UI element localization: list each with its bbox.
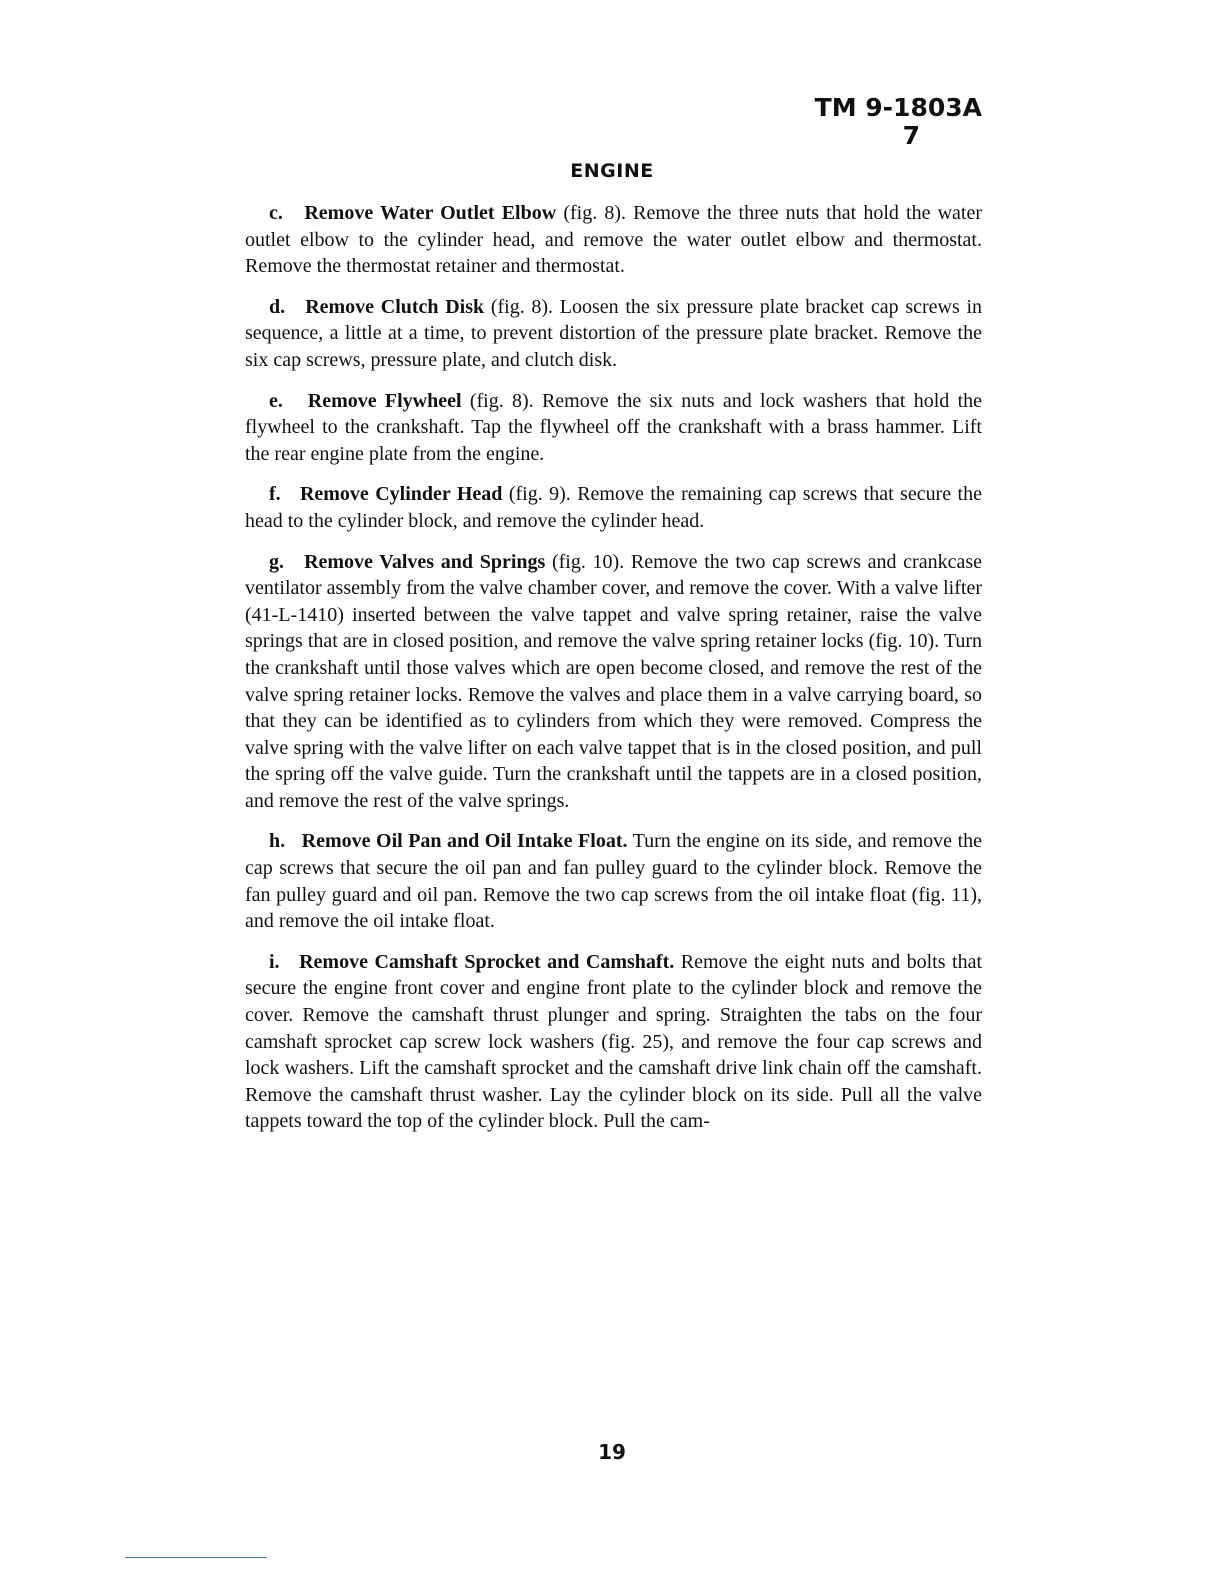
- paragraph-heading: Remove Clutch Disk: [305, 295, 485, 318]
- paragraph-i: [245, 949, 982, 1135]
- paragraph-number: 7: [902, 121, 920, 150]
- paragraph-text: (fig. 8). Remove the three nuts that hold the water outlet elbow to the cylinder head, and remove the water outlet elbow and thermostat. Remove the thermostat retainer and thermostat.: [245, 202, 983, 278]
- manual-number: TM 9-1803A: [814, 93, 982, 122]
- paragraph-g: [245, 549, 982, 815]
- page-number: 19: [598, 1440, 626, 1464]
- paragraph-f: [245, 481, 982, 534]
- paragraph-letter: h.: [269, 830, 286, 853]
- paragraph-heading: Remove Oil Pan and Oil Intake Float.: [301, 830, 628, 853]
- paragraph-h: [245, 828, 982, 934]
- paragraph-text: (fig. 9). Remove the remaining cap screws that secure the head to the cylinder block, and remove the cylinder head.: [245, 483, 982, 532]
- paragraph-letter: c.: [269, 202, 283, 224]
- paragraph-heading: Remove Valves and Springs: [304, 550, 546, 573]
- paragraph-text: Remove the eight nuts and bolts that secure the engine front cover and engine front plate to the cylinder block and remove the cover. Remove the camshaft thrust plunger and spring. Straighten the tabs on the four camshaft sprocket cap screw lock washers (fig. 25), and remove the four cap screws and lock washers. Lift the camshaft sprocket and the camshaft drive link chain off the camshaft. Remove the camshaft thrust washer. Lay the cylinder block on its side. Pull all the valve tappets toward the top of the cylinder block. Pull the cam-: [245, 950, 983, 1133]
- paragraph-d: [245, 294, 982, 374]
- section-title: ENGINE: [570, 160, 654, 182]
- footnote-divider: [125, 1557, 267, 1558]
- paragraph-heading: Remove Flywheel: [307, 389, 462, 412]
- paragraph-text: Turn the engine on its side, and remove the cap screws that secure the oil pan and fan pulley guard to the cylinder block. Remove the fan pulley guard and oil pan. Remove the two cap screws from the oil intake float (fig. 11), and remove the oil intake float.: [245, 830, 982, 933]
- paragraph-letter: d.: [269, 295, 286, 318]
- paragraph-letter: i.: [269, 950, 280, 973]
- paragraph-letter: g.: [269, 550, 284, 573]
- paragraph-letter: e.: [269, 389, 283, 412]
- paragraph-text: (fig. 8). Remove the six nuts and lock washers that hold the flywheel to the crankshaft. Tap the flywheel off the crankshaft with a brass hammer. Lift the rear engine plate from the engine.: [245, 389, 982, 465]
- document-body: [245, 200, 982, 1149]
- paragraph-e: [245, 388, 982, 468]
- paragraph-text: (fig. 8). Loosen the six pressure plate bracket cap screws in sequence, a little at a time, to prevent distortion of the pressure plate bracket. Remove the six cap screws, pressure plate, and clutch disk.: [245, 295, 983, 371]
- paragraph-heading: Remove Cylinder Head: [299, 483, 503, 506]
- paragraph-heading: Remove Camshaft Sprocket and Camshaft.: [299, 950, 675, 973]
- paragraph-text: (fig. 10). Remove the two cap screws and crankcase ventilator assembly from the valve chamber cover, and remove the cover. With a valve lifter (41-L-1410) inserted between the valve tappet and valve spring retainer, raise the valve springs that are in closed position, and remove the valve spring retainer locks (fig. 10). Turn the crankshaft until those valves which are open become closed, and remove the rest of the valve spring retainer locks. Remove the valves and place them in a valve carrying board, so that they can be identified as to cylinders from which they were removed. Compress the valve spring with the valve lifter on each valve tappet that is in the closed position, and pull the spring off the valve guide. Turn the crankshaft until the tappets are in a closed position, and remove the rest of the valve springs.: [245, 550, 982, 812]
- manual-header: [815, 94, 982, 150]
- paragraph-c: [245, 200, 982, 280]
- paragraph-letter: f.: [269, 483, 281, 506]
- paragraph-heading: Remove Water Outlet Elbow: [304, 202, 557, 224]
